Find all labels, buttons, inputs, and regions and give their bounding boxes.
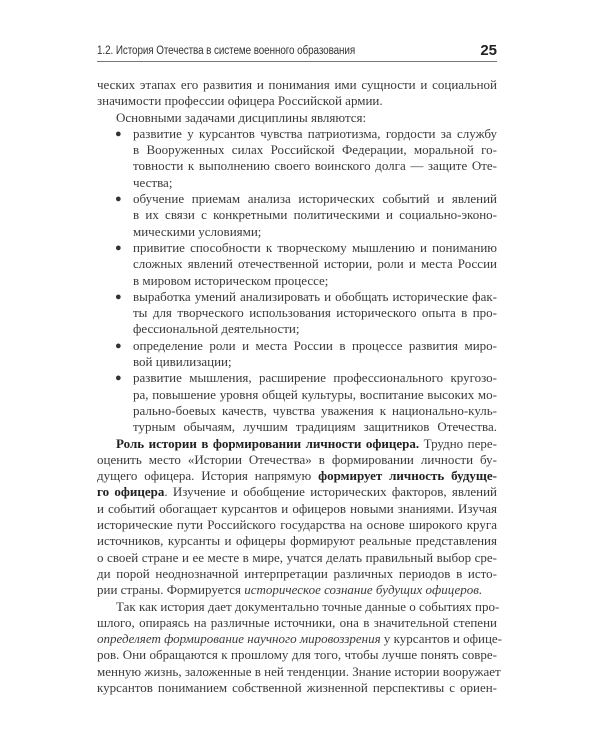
text-line <box>97 582 497 598</box>
bullet-icon: ● <box>115 290 122 303</box>
text-line <box>97 663 501 680</box>
text-line <box>97 436 497 452</box>
text-segment: . Изучение и обобщение исторических факторов, явлений <box>164 484 497 500</box>
text-line <box>97 533 497 549</box>
text-line <box>97 468 497 484</box>
text-segment: исторические пути Российского государства на основе широкого круга <box>97 517 497 533</box>
list-item-line <box>97 126 497 142</box>
text-line <box>97 93 497 109</box>
list-item-line <box>97 387 497 403</box>
text-line <box>97 680 497 696</box>
text-segment: рии страны. Формируется <box>97 582 245 598</box>
list-item-line <box>97 207 497 223</box>
text-line <box>97 452 497 468</box>
text-segment: выработка умений анализировать и обобщать исторические фак- <box>133 288 497 304</box>
text-segment: чества; <box>133 174 173 190</box>
bold-text: Роль истории в формировании личности офицера. <box>116 435 420 451</box>
text-segment: в их связи с конкретными политическими и социально-эконо- <box>133 207 497 223</box>
text-line <box>97 517 497 533</box>
text-segment: развитие мышления, расширение профессионального кругозо- <box>133 370 497 386</box>
italic-text: историческое сознание будущих офицеров. <box>244 582 483 598</box>
text-line <box>97 550 497 566</box>
text-segment: Основными задачами дисциплины являются: <box>116 109 367 125</box>
list-item-line <box>97 370 497 386</box>
text-segment: о своей стране и ее месте в мире, учатся делать правильный выбор сре- <box>97 549 497 565</box>
bullet-icon: ● <box>115 339 122 352</box>
list-item-line <box>97 273 497 289</box>
text-segment: ди порой неоднозначной интерпретации различных периодов в исто- <box>97 565 497 581</box>
text-line <box>97 647 497 663</box>
bullet-icon: ● <box>115 193 122 206</box>
list-item-line <box>97 224 497 240</box>
text-line <box>97 598 500 615</box>
list-item-line <box>97 403 497 419</box>
text-segment: фессиональной деятельности; <box>133 321 300 337</box>
list-item-line <box>97 289 497 305</box>
list-item-line <box>97 175 497 191</box>
italic-text: определяет формирование научного мировоззрения <box>97 631 381 647</box>
text-segment: определение роли и места России в процессе развития миро- <box>133 337 497 353</box>
text-segment: товности к выполнению своего воинского долга — защите Оте- <box>133 158 497 174</box>
text-segment: в мировом историческом процессе; <box>133 272 329 288</box>
text-segment: ческих этапах его развития и понимания ими сущности и социальной <box>97 77 497 92</box>
list-item-line <box>97 419 497 435</box>
text-segment: Так как история дает документально точные данные о событиях про- <box>116 598 500 614</box>
text-segment: мическими условиями; <box>133 223 262 239</box>
text-line <box>97 631 503 647</box>
text-segment: развитие у курсантов чувства патриотизма, гордости за службу <box>133 125 497 141</box>
list-item-line <box>97 305 497 321</box>
list-item-line <box>97 240 497 256</box>
bold-text: го офицера <box>97 484 165 500</box>
bullet-icon: ● <box>115 241 122 254</box>
text-line <box>97 77 497 93</box>
list-item-line <box>97 354 497 370</box>
text-line <box>97 566 497 582</box>
text-segment: ты для творческого использования исторического опыта в про- <box>133 305 497 321</box>
list-item-line <box>97 321 497 337</box>
text-segment: дущего офицера. История напрямую <box>97 468 319 484</box>
text-line <box>97 484 497 500</box>
text-segment: значимости профессии офицера Российской армии. <box>97 93 383 109</box>
text-segment: Трудно пере- <box>419 435 497 451</box>
list-item-line <box>97 191 497 207</box>
list-item-line <box>97 158 497 174</box>
text-segment: менную жизнь, заложенные в ней тенденции. Знание истории вооружает <box>97 663 501 679</box>
bullet-icon: ● <box>115 372 122 385</box>
list-item-line <box>97 338 497 354</box>
chapter-title: 1.2. История Отечества в системе военного образования <box>97 45 356 57</box>
text-line <box>97 615 497 631</box>
text-segment: шлого, опираясь на различные источники, она в значительной степени <box>97 614 497 630</box>
text-segment: оценить место «Истории Отечества» в формировании личности бу- <box>97 451 497 467</box>
text-segment: вой цивилизации; <box>133 354 232 370</box>
bullet-icon: ● <box>115 127 122 140</box>
text-segment: турным обычаям, лучшим традициям защитников Отечества. <box>133 419 497 435</box>
text-line <box>97 110 497 126</box>
text-segment: в Вооруженных силах Российской Федерации, моральной го- <box>133 142 497 158</box>
list-item-line <box>97 256 497 272</box>
page-body-text <box>97 77 503 696</box>
text-segment: рально-боевых качеств, чувства уважения к национально-куль- <box>133 402 497 418</box>
text-segment: у курсантов и офице- <box>380 631 503 647</box>
text-segment: ра, повышение уровня общей культуры, воспитание высоких мо- <box>133 386 497 402</box>
text-segment: источников, курсанты и офицеры формируют реальные представления <box>97 533 497 549</box>
text-segment: привитие способности к творческому мышлению и пониманию <box>133 239 497 255</box>
running-header <box>97 42 497 62</box>
page-number: 25 <box>480 42 497 59</box>
text-segment: сложных явлений отечественной истории, роли и места России <box>133 256 497 272</box>
text-segment: обучение приемам анализа исторических событий и явлений <box>133 191 497 207</box>
bold-text: формирует личность будуще- <box>318 468 497 484</box>
text-segment: курсантов пониманием собственной жизненной перспективы с ориен- <box>97 679 497 695</box>
list-item-line <box>97 142 497 158</box>
text-segment: и событий обогащает курсантов и офицеров новыми знаниями. Изучая <box>97 500 497 516</box>
text-line <box>97 501 497 517</box>
text-segment: ров. Они обращаются к прошлому для того, чтобы лучше понять совре- <box>97 647 497 663</box>
